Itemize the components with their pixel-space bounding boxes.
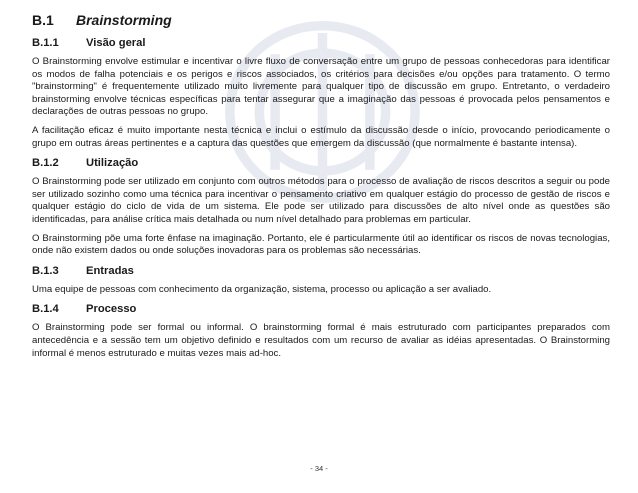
document-body (32, 10, 610, 366)
page-number: - 34 - (310, 464, 328, 473)
subsection-number: B.1.2 (32, 157, 59, 170)
subsection-number: B.1.1 (32, 37, 59, 49)
subsection-heading-inputs (32, 264, 610, 278)
paragraph: O Brainstorming pode ser formal ou informal. O brainstorming formal é mais estruturado com participantes preparados com antecedência e a sessão tem um objetivo definido e resultados com um recurso de avaliar as idéias apresentadas. O Brainstorming informal é menos estruturado e muitas vezes mais ad-hoc. (32, 322, 610, 359)
paragraph: O Brainstorming põe uma forte ênfase na imaginação. Portanto, ele é particularmente útil ao identificar os riscos de novas tecnologias, onde não existem dados ou onde soluções inovadoras para os problemas são necessárias. (32, 232, 610, 257)
subsection-number: B.1.3 (32, 264, 59, 277)
subsection-title: Utilização (86, 157, 139, 170)
paragraph: A facilitação eficaz é muito importante nesta técnica e inclui o estímulo da discussão desde o início, provocando periodicamente o grupo em outras áreas pertinentes e a captura das questões que emergem da discussão (que normalmente é bastante intensa). (32, 124, 610, 149)
paragraph: O Brainstorming pode ser utilizado em conjunto com outros métodos para o processo de avaliação de riscos descritos a seguir ou pode ser utilizado sozinho como uma técnica para incentivar o pensamento criativo em qualquer estágio do processo de gestão de riscos e qualquer estágio do ciclo de vida de um sistema. Ele pode ser utilizado para discussões de alto nível onde as questões são identificadas, para análise crítica mais detalhada ou num nível detalhado para problemas em particular. (32, 176, 610, 225)
subsection-title: Processo (86, 303, 137, 316)
paragraph: Uma equipe de pessoas com conhecimento da organização, sistema, processo ou aplicação a ser avaliado. (32, 283, 492, 295)
subsection-title: Entradas (86, 264, 134, 277)
subsection-number: B.1.4 (32, 303, 59, 316)
subsection-heading-usage (32, 156, 610, 170)
subsection-heading-process (32, 302, 610, 316)
section-title: Brainstorming (76, 12, 172, 28)
section-number: B.1 (32, 12, 54, 28)
subsection-heading-overview (32, 36, 610, 50)
section-heading (32, 10, 610, 30)
paragraph: O Brainstorming envolve estimular e incentivar o livre fluxo de conversação entre um grupo de pessoas conhecedoras para identificar os modos de falha potenciais e os perigos e riscos associados, os critérios para decisões e/ou opções para tratamento. O termo "brainstorming" é frequentemente utilizado muito livremente para qualquer tipo de discussão em grupo. Entretanto, o verdadeiro brainstorming envolve técnicas específicas para tentar assegurar que a imaginação das pessoas é provocada pelos pensamentos e declarações de outras pessoas no grupo. (32, 56, 610, 118)
subsection-title: Visão geral (86, 37, 146, 49)
